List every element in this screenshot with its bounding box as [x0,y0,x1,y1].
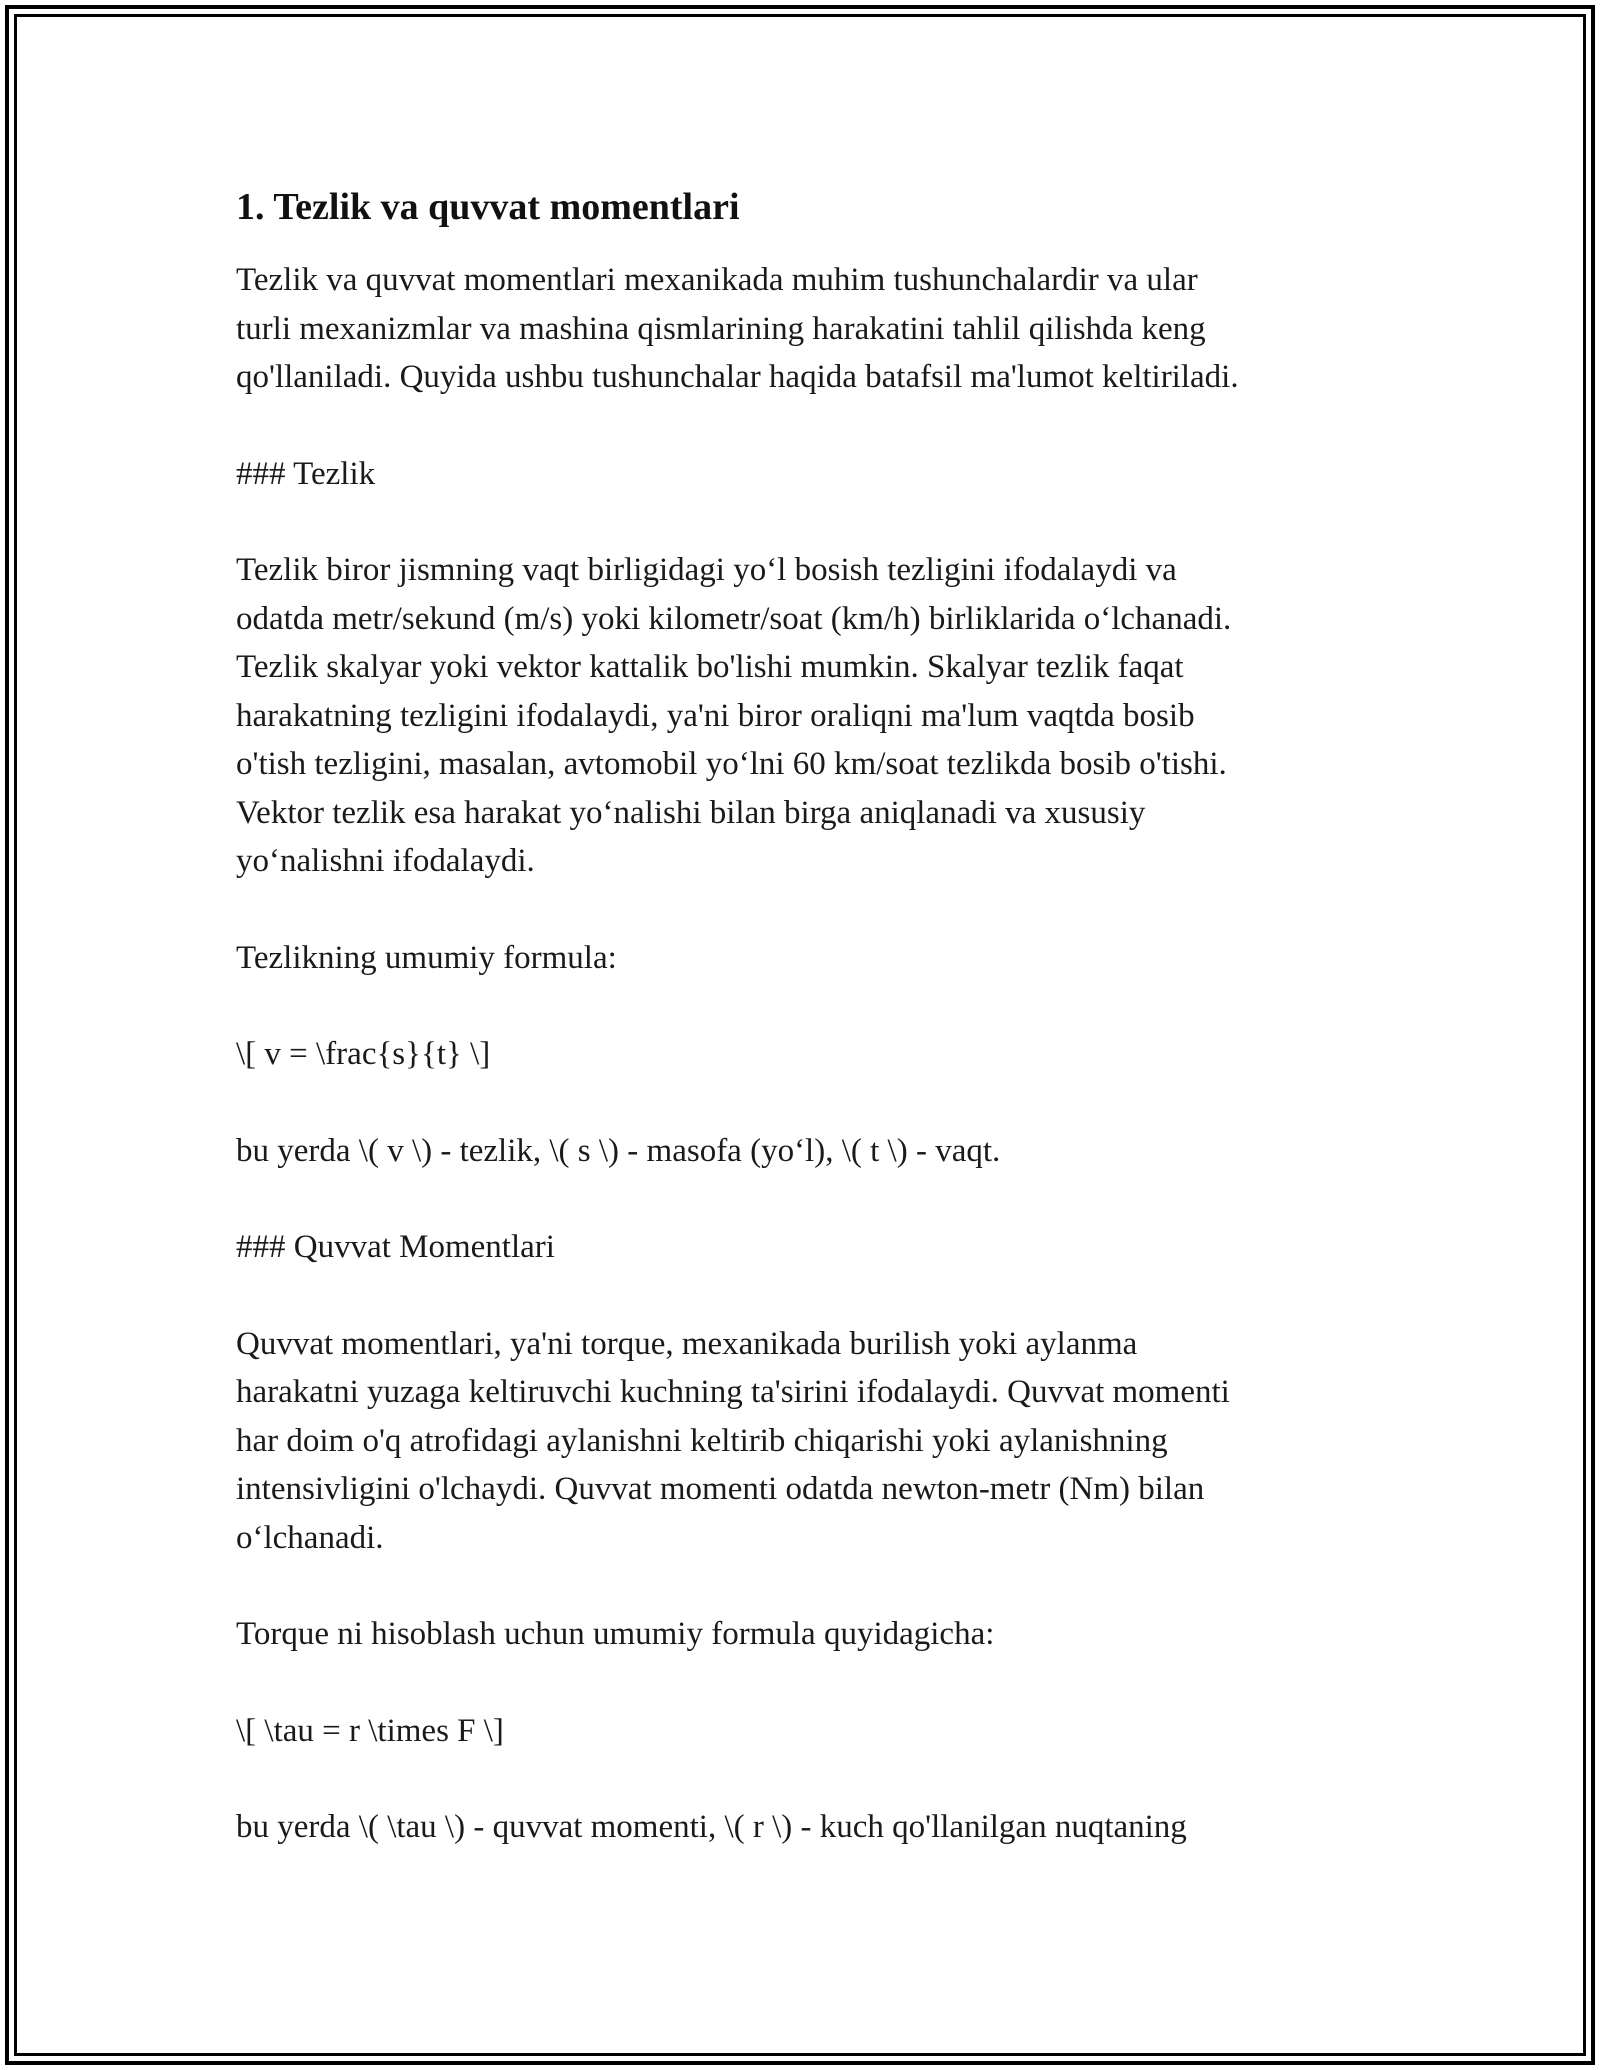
text-line: Tezlik va quvvat momentlari mexanikada muhim tushunchalardir va ular [236,262,1198,298]
quvvat-paragraph [236,1320,1376,1563]
text-line: turli mexanizmlar va mashina qismlarining harakatini tahlil qilishda keng [236,310,1206,347]
text-line: odatda metr/sekund (m/s) yoki kilometr/soat (km/h) birliklarida o‘lchanadi. [236,600,1232,637]
section-heading-quvvat: ### Quvvat Momentlari [236,1229,555,1265]
formula-intro-tezlik: Tezlikning umumiy formula: [236,939,617,976]
text-line: Tezlik biror jismning vaqt birligidagi yo‘l bosish tezligini ifodalaydi va [236,552,1177,588]
formula-explanation-torque: bu yerda \( \tau \) - quvvat momenti, \( r \) - kuch qo'llanilgan nuqtaning [236,1809,1187,1845]
text-line: o'tish tezligini, masalan, avtomobil yo‘lni 60 km/soat tezlikda bosib o'tishi. [236,746,1227,782]
formula-explanation-tezlik: bu yerda \( v \) - tezlik, \( s \) - masofa (yo‘l), \( t \) - vaqt. [236,1132,1001,1169]
text-line: Vektor tezlik esa harakat yo‘nalishi bilan birga aniqlanadi va xususiy [236,794,1146,831]
text-line: qo'llaniladi. Quyida ushbu tushunchalar haqida batafsil ma'lumot keltiriladi. [236,359,1239,395]
document-title: 1. Tezlik va quvvat momentlari [236,186,740,228]
text-line: o‘lchanadi. [236,1519,384,1556]
text-line: harakatning tezligini ifodalaydi, ya'ni biror oraliqni ma'lum vaqtda bosib [236,697,1195,734]
text-line: yo‘nalishni ifodalaydi. [236,843,535,879]
tezlik-paragraph [236,546,1376,886]
text-line: intensivligini o'lchaydi. Quvvat momenti odatda newton-metr (Nm) bilan [236,1471,1205,1507]
text-line: Quvvat momentlari, ya'ni torque, mexanikada burilish yoki aylanma [236,1325,1138,1362]
text-line: har doim o'q atrofidagi aylanishni keltirib chiqarishi yoki aylanishning [236,1422,1168,1459]
formula-intro-torque: Torque ni hisoblash uchun umumiy formula quyidagicha: [236,1616,995,1652]
section-heading-tezlik: ### Tezlik [236,455,376,492]
text-line: Tezlik skalyar yoki vektor kattalik bo'lishi mumkin. Skalyar tezlik faqat [236,649,1184,685]
intro-paragraph [236,256,1376,402]
formula-torque: \[ \tau = r \times F \] [236,1712,504,1749]
document-body [236,184,1376,1900]
formula-tezlik: \[ v = \frac{s}{t} \] [236,1036,491,1072]
text-line: harakatni yuzaga keltiruvchi kuchning ta'sirini ifodalaydi. Quvvat momenti [236,1374,1230,1410]
